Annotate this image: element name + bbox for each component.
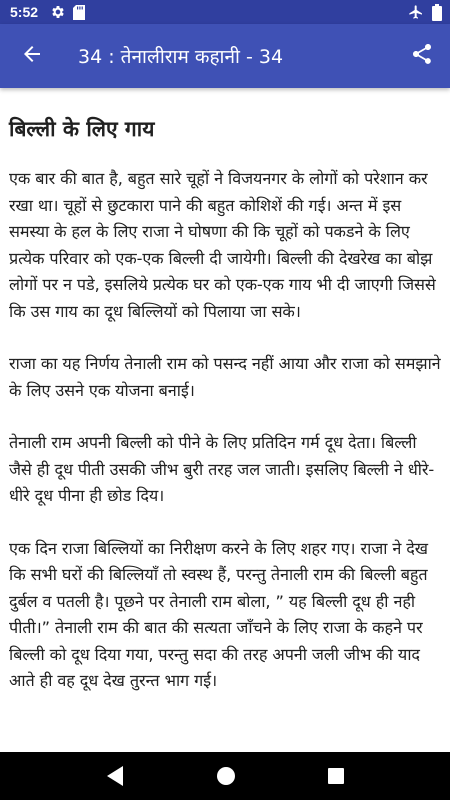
story-body [9, 166, 441, 695]
back-button[interactable] [4, 24, 60, 88]
share-button[interactable] [394, 24, 450, 88]
story-paragraph-1: एक बार की बात है, बहुत सारे चूहों ने विजयनगर के लोगों को परेशान कर रखा था। चूहों से छुटकारा पाने की बहुत कोशिशें की गई। अन्त में इस समस्या के हल के लिए राजा ने घोषणा की कि चूहों को पकडने के लिए प्रत्येक परिवार को एक-एक बिल्ली दी जायेगी। बिल्ली की देखरेख का बोझ लोगों पर न पडे, इसलिये प्रत्येक घर को एक-एक गाय भी दी जाएगी जिससे कि उस गाय का दूध बिल्लियों को पिलाया जा सके। [9, 169, 436, 321]
status-left-icons [50, 4, 85, 20]
share-icon [410, 42, 434, 70]
status-time: 5:52 [10, 4, 39, 20]
story-paragraph-3: तेनाली राम अपनी बिल्ली को पीने के लिए प्रतिदिन गर्म दूध देता। बिल्ली जैसे ही दूध पीती उसकी जीभ बुरी तरह जल जाती। इसलिए बिल्ली ने धीरे-धीरे दूध पीना ही छोड दिय। [9, 433, 435, 505]
status-bar [0, 0, 450, 24]
navigation-bar [0, 752, 450, 800]
story-title: बिल्ली के लिए गाय [9, 117, 155, 141]
story-paragraph-4: एक दिन राजा बिल्लियों का निरीक्षण करने के लिए शहर गए। राजा ने देख कि सभी घरों की बिल्लियाँ तो स्वस्थ हैं, परन्तु तेनाली राम की बिल्ली बहुत दुर्बल व पतली है। पूछने पर तेनाली राम बोला, ” यह बिल्ली दूध ही नही पीती।” तेनाली राम की बात की सत्यता जाँचने के लिए राजा के कहने पर बिल्ली को दूध दिया गया, परन्तु सदा की तरह अपनी जली जीभ की याद आते ही वह दूध देख तुरन्त भाग गई। [9, 538, 428, 690]
nav-recents-icon[interactable] [327, 767, 345, 785]
battery-icon [432, 4, 442, 21]
gear-icon [50, 4, 66, 20]
story-paragraph-2: राजा का यह निर्णय तेनाली राम को पसन्द नहीं आया और राजा को समझाने के लिए उसने एक योजना बनाई। [9, 354, 441, 400]
nav-back-icon[interactable] [105, 765, 125, 787]
arrow-back-icon [20, 42, 44, 70]
sd-card-icon [73, 5, 85, 20]
airplane-icon [408, 4, 424, 20]
story-content[interactable] [0, 88, 450, 752]
status-right-icons [408, 4, 442, 21]
page-title: 34 : तेनालीराम कहानी - 34 [78, 46, 284, 68]
nav-home-icon[interactable] [216, 766, 236, 786]
app-bar [0, 24, 450, 88]
